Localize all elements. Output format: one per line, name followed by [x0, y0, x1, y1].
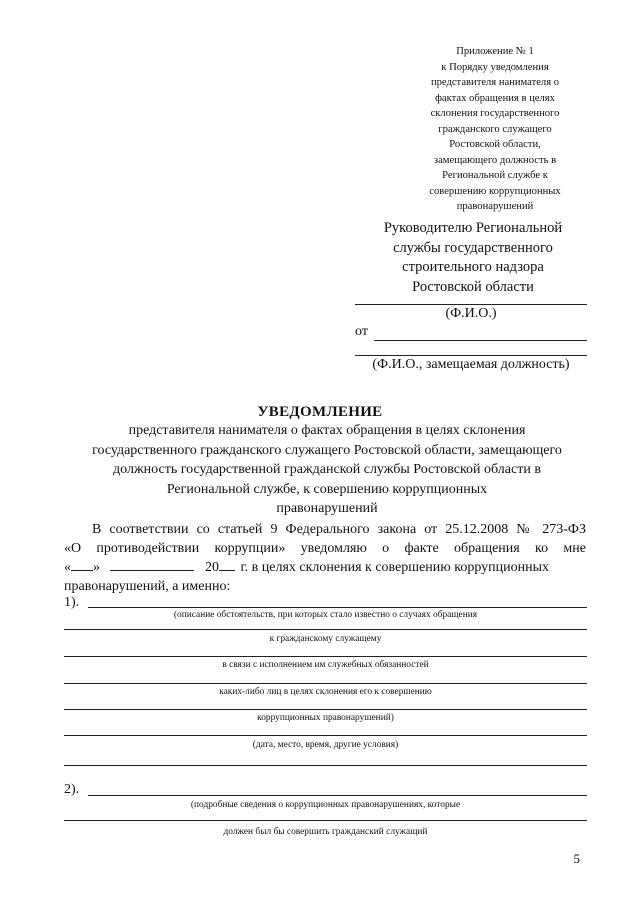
section-2-fill-line[interactable] [88, 795, 587, 796]
body-line-4: правонарушений, а именно: [64, 579, 231, 594]
body-line-1: В соответствии со статьей 9 Федерального закона от 25.12.2008 № 273-ФЗ [92, 522, 586, 537]
day-field[interactable] [71, 558, 93, 571]
addressee-fill-line[interactable] [355, 304, 587, 305]
section-1-label: 1). [64, 595, 80, 610]
section-1-fill-line[interactable] [88, 607, 587, 608]
appendix-line: замещающего должность в [433, 154, 557, 166]
addressee-line: Руководителю Региональной [383, 220, 563, 236]
section-1-fill-line[interactable] [64, 765, 587, 766]
section-1-caption: (дата, место, время, другие условия) [252, 740, 399, 750]
section-1-caption: коррупционных правонарушений) [257, 713, 394, 723]
appendix-line: представителя нанимателя о [430, 77, 560, 88]
date-close-quote: » [93, 560, 100, 575]
month-field[interactable] [110, 558, 194, 571]
addressee-line: Ростовской области [412, 278, 534, 295]
subtitle-line: Региональной службе, к совершению коррупционных [166, 481, 488, 497]
section-2-label: 2). [64, 782, 80, 797]
section-1-fill-line[interactable] [64, 709, 587, 710]
appendix-line: гражданского служащего [438, 123, 552, 135]
page-number: 5 [573, 851, 580, 866]
document-title: УВЕДОМЛЕНИЕ [257, 404, 383, 420]
appendix-line: совершению коррупционных [429, 185, 561, 197]
year-field[interactable] [219, 558, 235, 571]
addressee-block [358, 219, 588, 297]
addressee-line: строительного надзора [402, 259, 544, 275]
year-prefix: 20 [205, 560, 219, 575]
appendix-line: Приложение № 1 [456, 46, 534, 57]
appendix-line: склонения государственного [430, 108, 560, 119]
date-line [64, 558, 588, 577]
appendix-line: Ростовской области, [449, 139, 541, 150]
section-1-fill-line[interactable] [64, 735, 587, 736]
from-fill-line[interactable] [374, 340, 587, 341]
fio-position-caption: (Ф.И.О., замещаемая должность) [372, 357, 570, 372]
subtitle-line: правонарушений [276, 501, 378, 516]
section-1-caption: (описание обстоятельств, при которых стало известно о случаях обращения [173, 610, 478, 620]
section-1-fill-line[interactable] [64, 683, 587, 684]
fio-position-fill-line[interactable] [355, 355, 587, 356]
from-label: от [355, 324, 368, 339]
section-2-caption: должен был бы совершить гражданский служащий [223, 827, 428, 837]
appendix-header [405, 44, 585, 215]
body-line-2: «О противодействии коррупции» уведомляю о факте обращения ко мне [64, 541, 586, 556]
subtitle-line: должность государственной гражданской службы Ростовской области в [113, 462, 541, 477]
fio-caption: (Ф.И.О.) [445, 306, 497, 321]
section-2-caption: (подробные сведения о коррупционных правонарушениях, которые [190, 800, 461, 810]
appendix-line: правонарушений [456, 201, 534, 212]
section-1-caption: каких-либо лиц в целях склонения его к совершению [219, 687, 432, 697]
section-1-caption: к гражданскому служащему [269, 634, 382, 644]
appendix-line: к Порядку уведомления [441, 61, 549, 73]
section-1-caption: в связи с исполнением им служебных обязанностей [222, 660, 429, 670]
body-line-3-rest: г. в целях склонения к совершению коррупционных [240, 560, 550, 575]
section-1-fill-line[interactable] [64, 629, 587, 630]
date-open-quote: « [64, 560, 71, 575]
addressee-line: службы государственного [393, 239, 553, 256]
document-subtitle [64, 421, 590, 519]
section-1-fill-line[interactable] [64, 656, 587, 657]
subtitle-line: государственного гражданского служащего Ростовской области, замещающего [92, 442, 562, 458]
subtitle-line: представителя нанимателя о фактах обращения в целях склонения [128, 423, 526, 438]
section-2-fill-line[interactable] [64, 820, 587, 821]
appendix-line: фактах обращения в целях [435, 92, 555, 104]
appendix-line: Региональной службе к [442, 170, 548, 181]
